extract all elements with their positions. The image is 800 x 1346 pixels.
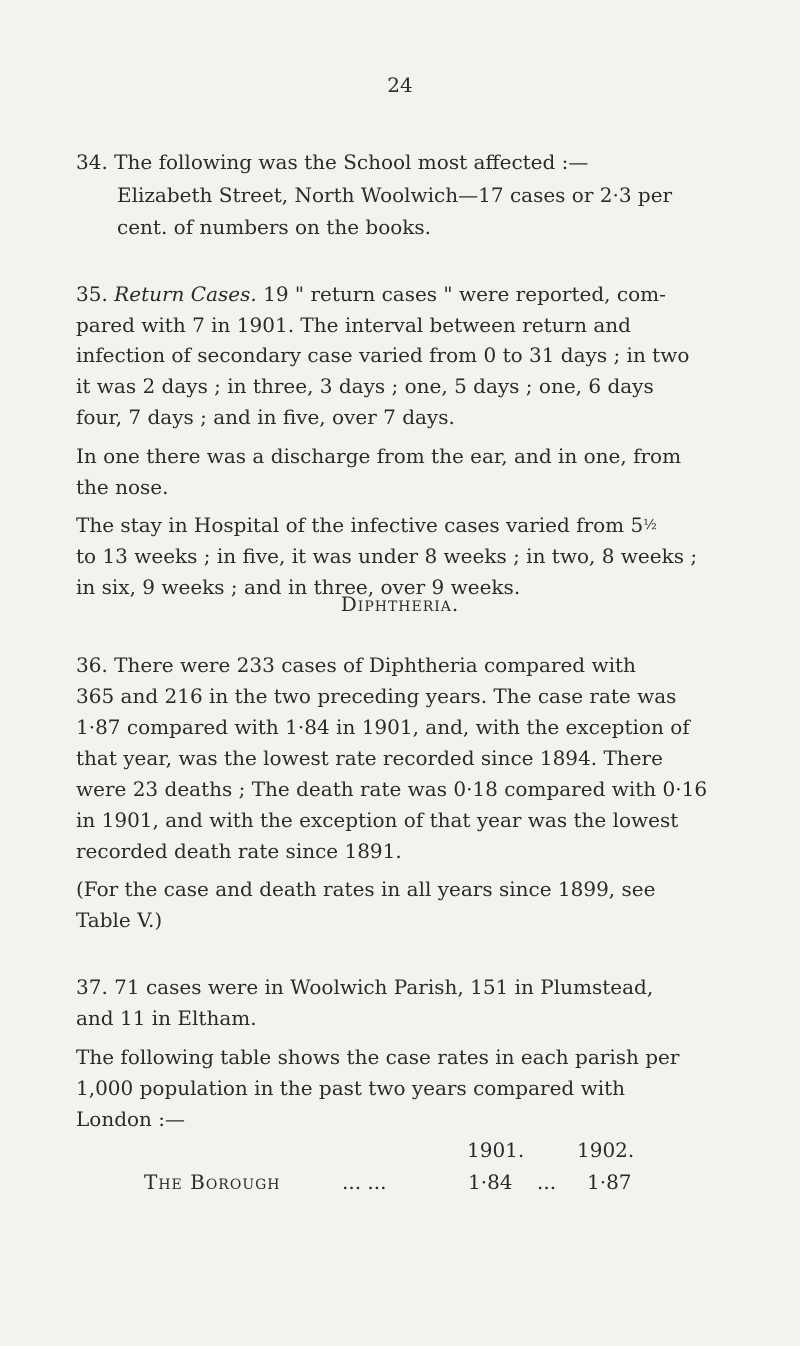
para35-line2: pared with 7 in 1901. The interval between return and <box>76 313 631 337</box>
fraction-half: ½ <box>643 517 657 533</box>
para36-line1: 36. There were 233 cases of Diphtheria compared with <box>76 653 636 677</box>
para34-line2: Elizabeth Street, North Woolwich—17 cases or 2·3 per <box>117 183 673 207</box>
para37-line1: 37. 71 cases were in Woolwich Parish, 151 in Plumstead, <box>76 975 654 999</box>
table-ref-line1: (For the case and death rates in all years since 1899, see <box>76 877 656 901</box>
para35-line3: infection of secondary case varied from 0 to 31 days ; in two <box>76 343 690 367</box>
para35-title: Return Cases. <box>114 282 257 306</box>
para35-line1-rest: 19 " return cases " were reported, com- <box>263 282 666 306</box>
para35-line1 <box>76 279 666 310</box>
para34-line1: 34. The following was the School most affected :— <box>76 150 589 174</box>
para35-number: 35. <box>76 282 108 306</box>
stay-line3: in six, 9 weeks ; and in three, over 9 weeks. <box>76 575 521 599</box>
stay-line1 <box>76 510 657 541</box>
section-heading-diphtheria: Diphtheria. <box>340 592 460 616</box>
page-number: 24 <box>387 73 413 97</box>
table-ref-line2: Table V.) <box>76 908 163 932</box>
table-row-label-borough: The Borough <box>144 1170 281 1194</box>
table-value-1901: 1·84 <box>468 1170 513 1194</box>
para34-line3: cent. of numbers on the books. <box>117 215 432 239</box>
para37-line2: and 11 in Eltham. <box>76 1006 257 1030</box>
para36-line6: in 1901, and with the exception of that year was the lowest <box>76 808 679 832</box>
table-leader-2: ... <box>537 1170 557 1194</box>
stay-line2: to 13 weeks ; in five, it was under 8 weeks ; in two, 8 weeks ; <box>76 544 698 568</box>
para36-line2: 365 and 216 in the two preceding years. The case rate was <box>76 684 677 708</box>
para35-line4: it was 2 days ; in three, 3 days ; one, 5 days ; one, 6 days <box>76 374 654 398</box>
table-leader-1: ... ... <box>342 1170 387 1194</box>
table-header-1902: 1902. <box>577 1138 635 1162</box>
para36-line3: 1·87 compared with 1·84 in 1901, and, with the exception of <box>76 715 690 739</box>
following-line1: The following table shows the case rates in each parish per <box>76 1045 680 1069</box>
discharge-line2: the nose. <box>76 475 169 499</box>
table-value-1902: 1·87 <box>587 1170 632 1194</box>
para36-line5: were 23 deaths ; The death rate was 0·18 compared with 0·16 <box>76 777 708 801</box>
table-header-1901: 1901. <box>467 1138 525 1162</box>
following-line2: 1,000 population in the past two years compared with <box>76 1076 626 1100</box>
discharge-line1: In one there was a discharge from the ear, and in one, from <box>76 444 682 468</box>
para36-line4: that year, was the lowest rate recorded since 1894. There <box>76 746 663 770</box>
para36-line7: recorded death rate since 1891. <box>76 839 402 863</box>
following-line3: London :— <box>76 1107 186 1131</box>
stay-line1-text: The stay in Hospital of the infective cases varied from 5 <box>76 513 644 537</box>
para35-line5: four, 7 days ; and in five, over 7 days. <box>76 405 455 429</box>
